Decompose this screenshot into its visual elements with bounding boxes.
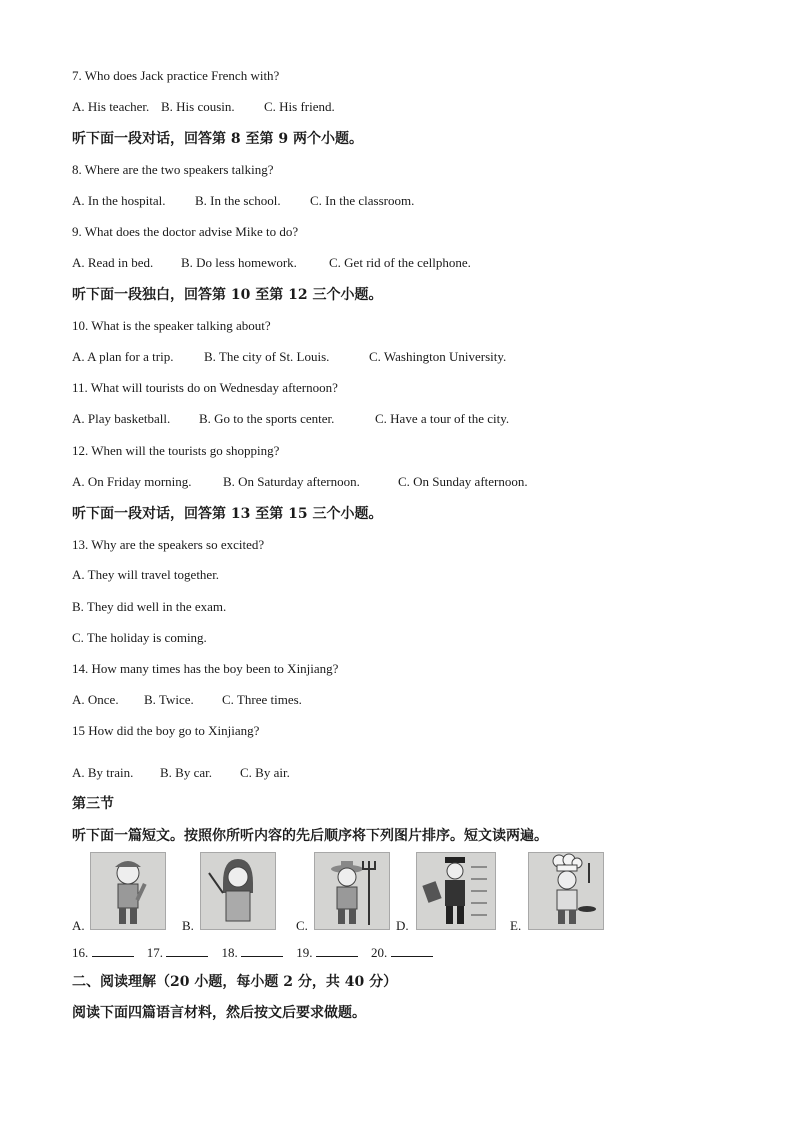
answer-blank-18[interactable] — [241, 943, 283, 957]
question-13-option-b: B. They did well in the exam. — [72, 599, 227, 614]
answer-blank-16[interactable] — [92, 943, 134, 957]
mechanic-boy-icon — [90, 852, 166, 930]
chef-boy-icon — [528, 852, 604, 930]
option-b: B. Twice. — [144, 692, 194, 707]
picture-label-a: A. — [72, 918, 85, 933]
option-c: C. Get rid of the cellphone. — [329, 255, 471, 270]
picture-row — [72, 852, 612, 932]
option-b: B. In the school. — [195, 193, 281, 208]
option-a: A. On Friday morning. — [72, 474, 192, 489]
option-b: B. Go to the sports center. — [199, 411, 335, 426]
question-13-option-a: A. They will travel together. — [72, 567, 220, 582]
question-9: 9. What does the doctor advise Mike to do? — [72, 224, 299, 239]
option-c: C. Washington University. — [369, 349, 507, 364]
question-8-options — [72, 193, 414, 209]
question-12: 12. When will the tourists go shopping? — [72, 443, 280, 458]
answer-blank-19[interactable] — [316, 943, 358, 957]
question-14: 14. How many times has the boy been to Xinjiang? — [72, 661, 339, 676]
option-b: B. On Saturday afternoon. — [223, 474, 360, 489]
option-b: B. By car. — [160, 765, 212, 780]
question-11-options — [72, 411, 509, 427]
picture-label-c: C. — [296, 918, 308, 933]
question-15: 15 How did the boy go to Xinjiang? — [72, 723, 260, 738]
option-a: A. By train. — [72, 765, 134, 780]
answer-number-19: 19. — [296, 945, 313, 960]
question-11: 11. What will tourists do on Wednesday afternoon? — [72, 380, 338, 395]
monologue-heading-10-12: 听下面一段独白，回答第 10 至第 12 三个小题。 — [72, 287, 383, 303]
option-c: C. Have a tour of the city. — [375, 411, 510, 426]
option-b: B. Do less homework. — [181, 255, 297, 270]
question-15-options — [72, 765, 290, 781]
option-b: B. His cousin. — [161, 99, 235, 114]
option-c: C. His friend. — [264, 99, 335, 114]
question-7-options — [72, 99, 335, 115]
answer-number-20: 20. — [371, 945, 388, 960]
option-c: C. Three times. — [222, 692, 302, 707]
question-13: 13. Why are the speakers so excited? — [72, 537, 265, 552]
question-12-options — [72, 474, 528, 490]
option-a: A. Read in bed. — [72, 255, 154, 270]
part-2-title: 二、阅读理解（20 小题，每小题 2 分，共 40 分） — [72, 974, 398, 990]
answer-number-18: 18. — [221, 945, 238, 960]
farmer-boy-icon — [314, 852, 390, 930]
option-a: A. His teacher. — [72, 99, 150, 114]
question-7: 7. Who does Jack practice French with? — [72, 68, 280, 83]
question-10: 10. What is the speaker talking about? — [72, 318, 271, 333]
question-10-options — [72, 349, 506, 365]
answer-blanks — [72, 943, 443, 961]
section-3-instruction: 听下面一篇短文。按照你所听内容的先后顺序将下列图片排序。短文读两遍。 — [72, 828, 548, 844]
option-a: A. In the hospital. — [72, 193, 166, 208]
option-a: A. A plan for a trip. — [72, 349, 174, 364]
picture-label-e: E. — [510, 918, 522, 933]
answer-blank-17[interactable] — [166, 943, 208, 957]
part-2-instruction: 阅读下面四篇语言材料，然后按文后要求做题。 — [72, 1005, 366, 1021]
option-c: C. On Sunday afternoon. — [398, 474, 528, 489]
option-c: C. In the classroom. — [310, 193, 415, 208]
question-9-options — [72, 255, 471, 271]
option-a: A. Play basketball. — [72, 411, 171, 426]
question-14-options — [72, 692, 302, 708]
teacher-woman-icon — [200, 852, 276, 930]
dialog-heading-13-15: 听下面一段对话，回答第 13 至第 15 三个小题。 — [72, 506, 383, 522]
police-officer-icon — [416, 852, 496, 930]
answer-number-16: 16. — [72, 945, 89, 960]
section-3-title: 第三节 — [72, 796, 114, 812]
dialog-heading-8-9: 听下面一段对话，回答第 8 至第 9 两个小题。 — [72, 131, 363, 147]
answer-number-17: 17. — [146, 945, 163, 960]
answer-blank-20[interactable] — [391, 943, 433, 957]
option-b: B. The city of St. Louis. — [204, 349, 330, 364]
question-8: 8. Where are the two speakers talking? — [72, 162, 274, 177]
picture-label-b: B. — [182, 918, 194, 933]
option-a: A. Once. — [72, 692, 119, 707]
picture-label-d: D. — [396, 918, 409, 933]
question-13-option-c: C. The holiday is coming. — [72, 630, 207, 645]
option-c: C. By air. — [240, 765, 290, 780]
